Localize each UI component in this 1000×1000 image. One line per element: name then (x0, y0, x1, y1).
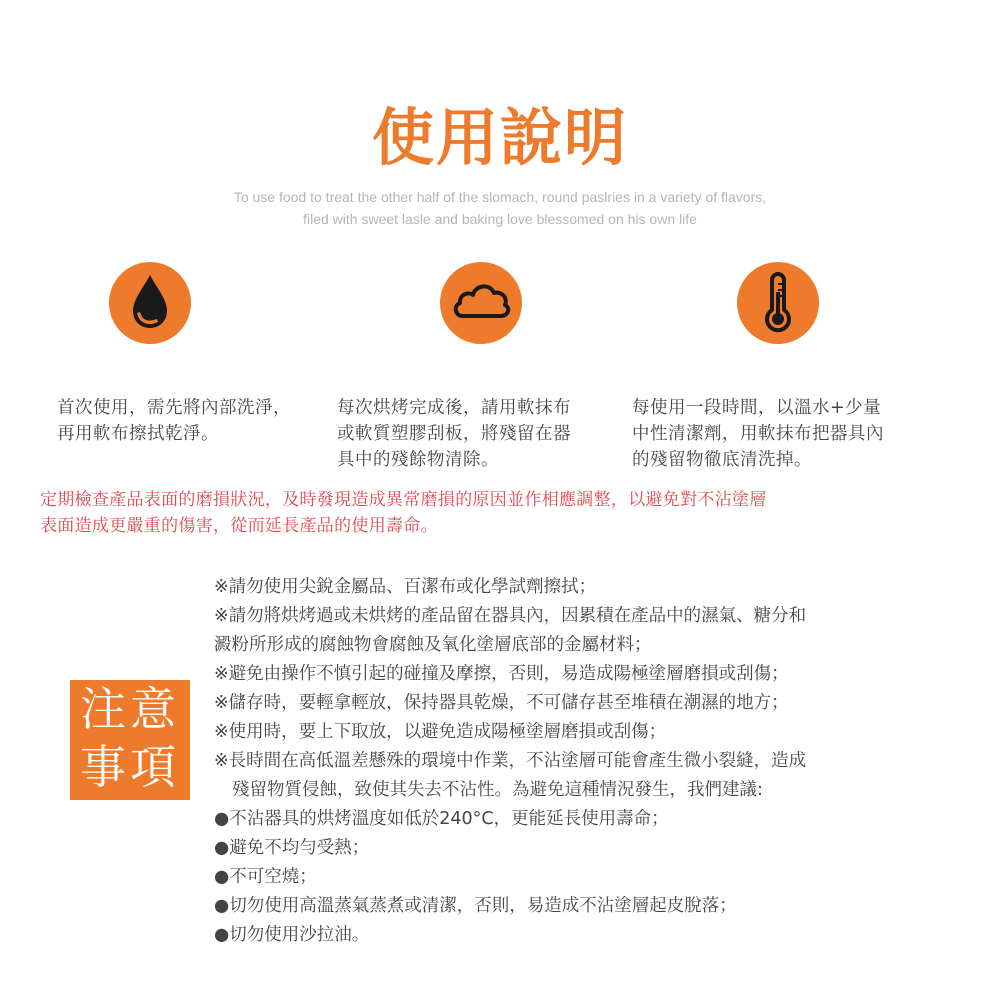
subtitle-line: filed with sweet lasle and baking love blessomed on his own life (303, 211, 697, 227)
note-item: ※儲存時，要輕拿輕放，保持器具乾燥，不可儲存甚至堆積在潮濕的地方； (214, 693, 789, 713)
column-line: 再用軟布擦拭乾淨。 (57, 424, 219, 444)
note-item: ※避免由操作不慎引起的碰撞及摩擦，否則，易造成陽極塗層磨損或刮傷； (214, 664, 789, 684)
caution-label-line: 注意 (80, 682, 180, 736)
warning-line: 定期檢查產品表面的磨損狀況，及時發現造成異常磨損的原因並作相應調整，以避免對不沾塗層 (40, 490, 767, 510)
note-item: ※請勿使用尖銳金屬品、百潔布或化學試劑擦拭； (214, 577, 597, 597)
column-after-baking (337, 395, 571, 473)
caution-notes-list (214, 573, 806, 950)
subtitle (0, 186, 1000, 230)
note-item: ※長時間在高低溫差懸殊的環境中作業，不沾塗層可能會產生微小裂縫，造成 (214, 751, 807, 771)
note-item: ※使用時，要上下取放，以避免造成陽極塗層磨損或刮傷； (214, 722, 667, 742)
caution-label-line: 事項 (80, 740, 180, 794)
caution-badge (70, 680, 190, 800)
subtitle-line: To use food to treat the other half of the slomach, round paslries in a variety of flavors, (233, 189, 767, 205)
recommendation-item: ●切勿使用高溫蒸氣蒸煮或清潔，否則，易造成不沾塗層起皮脫落； (214, 896, 737, 916)
water-drop-icon (109, 262, 191, 344)
column-periodic-cleaning (632, 395, 884, 473)
column-first-use (57, 395, 291, 447)
column-line: 首次使用，需先將內部洗淨， (57, 398, 291, 418)
note-item: 澱粉所形成的腐蝕物會腐蝕及氧化塗層底部的金屬材料； (214, 635, 652, 655)
column-line: 每次烘烤完成後，請用軟抹布 (337, 398, 571, 418)
thermometer-icon (737, 262, 819, 344)
recommendation-item: ●避免不均勻受熱； (214, 838, 370, 858)
column-line: 或軟質塑膠刮板，將殘留在器 (337, 424, 571, 444)
warning-line: 表面造成更嚴重的傷害，從而延長產品的使用壽命。 (40, 516, 438, 536)
column-line: 每使用一段時間，以溫水+少量 (632, 398, 882, 418)
column-line: 中性清潔劑，用軟抹布把器具內 (632, 424, 884, 444)
recommendation-item: ●不沾器具的烘烤溫度如低於240°C，更能延長使用壽命； (214, 809, 669, 829)
note-item: ※請勿將烘烤過或未烘烤的產品留在器具內，因累積在產品中的濕氣、糖分和 (214, 606, 807, 626)
note-item: 殘留物質侵蝕，致使其失去不沾性。為避免這種情況發生，我們建議: (232, 780, 763, 800)
warning-paragraph (40, 487, 960, 539)
cloud-icon (440, 262, 522, 344)
page-title: 使用說明 (371, 101, 628, 174)
column-line: 的殘留物徹底清洗掉。 (632, 450, 812, 470)
recommendation-item: ●切勿使用沙拉油。 (214, 925, 370, 945)
recommendation-item: ●不可空燒； (214, 867, 317, 887)
column-line: 具中的殘餘物清除。 (337, 450, 499, 470)
